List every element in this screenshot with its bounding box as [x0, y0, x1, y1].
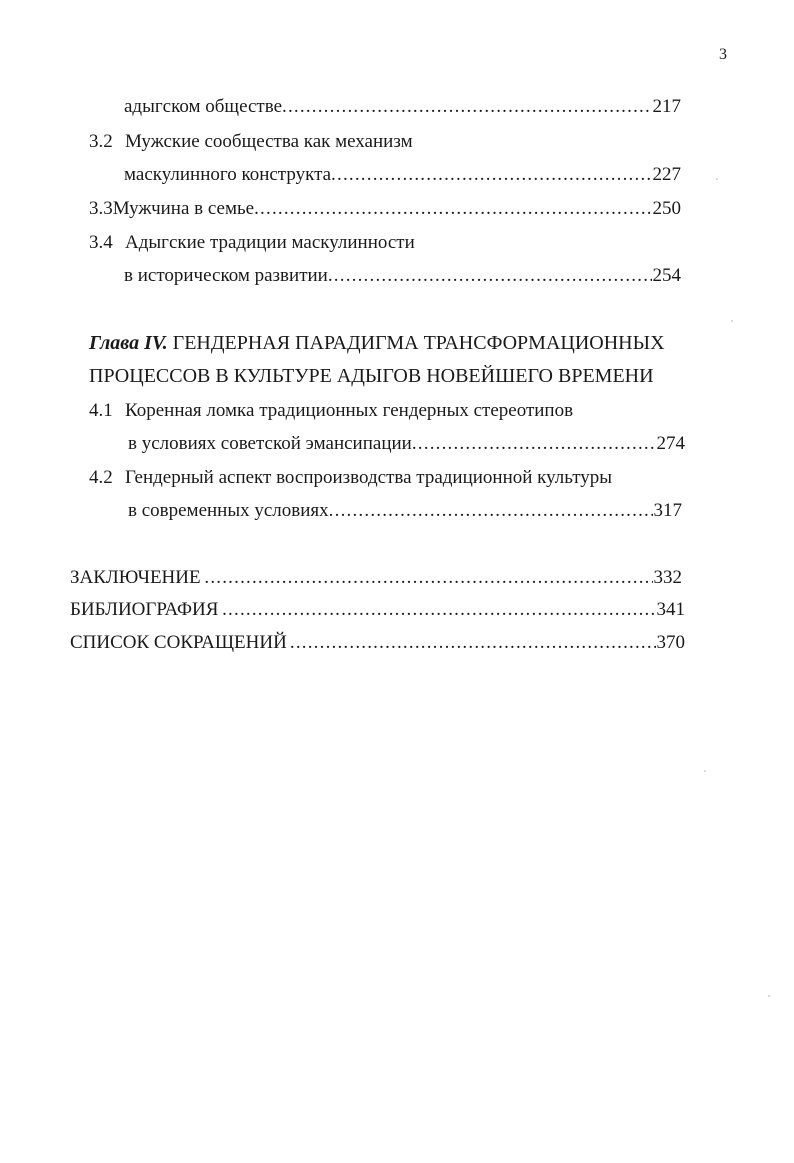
toc-entry-number: 3.3 — [89, 198, 113, 219]
toc-entry-page: 317 — [653, 500, 682, 521]
toc-entry-page: 227 — [652, 164, 681, 185]
toc-dot-leader — [282, 96, 651, 118]
toc-entry-page: 217 — [652, 96, 681, 117]
scan-speck — [731, 320, 733, 322]
chapter-title-line-1: ГЕНДЕРНАЯ ПАРАДИГМА ТРАНСФОРМАЦИОННЫХ — [172, 332, 665, 354]
toc-entry-4-2-heading — [89, 467, 612, 489]
toc-dot-leader — [204, 567, 652, 589]
chapter-4-heading-line-2 — [89, 365, 654, 388]
toc-entry-4-1-continued — [128, 433, 685, 455]
toc-dot-leader — [328, 265, 652, 287]
toc-entry-page: 332 — [653, 567, 682, 588]
toc-entry-title: Адыгские традиции маскулинности — [125, 232, 415, 253]
toc-dot-leader — [412, 433, 656, 455]
toc-entry-title: в историческом развитии — [124, 265, 328, 286]
toc-entry-page: 250 — [652, 198, 681, 219]
toc-entry-title: в современных условиях — [128, 500, 329, 521]
toc-entry-title: Гендерный аспект воспроизводства традиционной культуры — [125, 467, 613, 488]
toc-entry-title: ЗАКЛЮЧЕНИЕ — [70, 567, 201, 588]
toc-entry-title: БИБЛИОГРАФИЯ — [70, 599, 219, 620]
toc-entry-number: 3.2 — [89, 131, 113, 152]
scan-speck — [704, 770, 706, 772]
toc-entry-bibliography — [70, 599, 685, 621]
toc-entry-page: 274 — [656, 433, 685, 454]
toc-entry-number: 3.4 — [89, 232, 113, 253]
toc-entry-3-4-heading — [89, 232, 415, 254]
toc-entry-3-2-heading — [89, 131, 413, 153]
toc-entry-number: 4.2 — [89, 467, 113, 488]
toc-entry-title: в условиях советской эмансипации — [128, 433, 412, 454]
chapter-title-line-2: ПРОЦЕССОВ В КУЛЬТУРЕ АДЫГОВ НОВЕЙШЕГО ВРЕМЕНИ — [89, 365, 654, 387]
toc-entry-4-2-continued — [128, 500, 682, 522]
toc-entry-conclusion — [70, 567, 682, 589]
scan-speck — [768, 995, 770, 997]
scan-speck — [716, 178, 718, 180]
toc-entry-3-3 — [89, 198, 681, 220]
toc-entry-page: 341 — [656, 599, 685, 620]
toc-entry-title: Мужские сообщества как механизм — [125, 131, 413, 152]
toc-dot-leader — [329, 500, 653, 522]
toc-entry-3-1-continued — [124, 96, 681, 118]
toc-dot-leader — [290, 632, 656, 654]
toc-entry-title: Коренная ломка традиционных гендерных стереотипов — [125, 400, 574, 421]
page-number: 3 — [719, 46, 727, 63]
toc-entry-3-4-continued — [124, 265, 681, 287]
toc-dot-leader — [222, 599, 655, 621]
toc-entry-3-2-continued — [124, 164, 681, 186]
toc-dot-leader — [331, 164, 651, 186]
chapter-4-heading-line-1 — [89, 332, 665, 355]
toc-entry-4-1-heading — [89, 400, 573, 422]
toc-entry-title: маскулинного конструкта — [124, 164, 332, 185]
toc-entry-abbreviations — [70, 632, 685, 654]
toc-entry-page: 370 — [656, 632, 685, 653]
toc-entry-title: СПИСОК СОКРАЩЕНИЙ — [70, 632, 287, 653]
toc-entry-page: 254 — [652, 265, 681, 286]
toc-entry-title: Мужчина в семье — [112, 198, 255, 219]
toc-entry-number: 4.1 — [89, 400, 113, 421]
chapter-label: Глава IV. — [89, 332, 168, 354]
toc-dot-leader — [254, 198, 651, 220]
toc-entry-title: адыгском обществе — [124, 96, 283, 117]
